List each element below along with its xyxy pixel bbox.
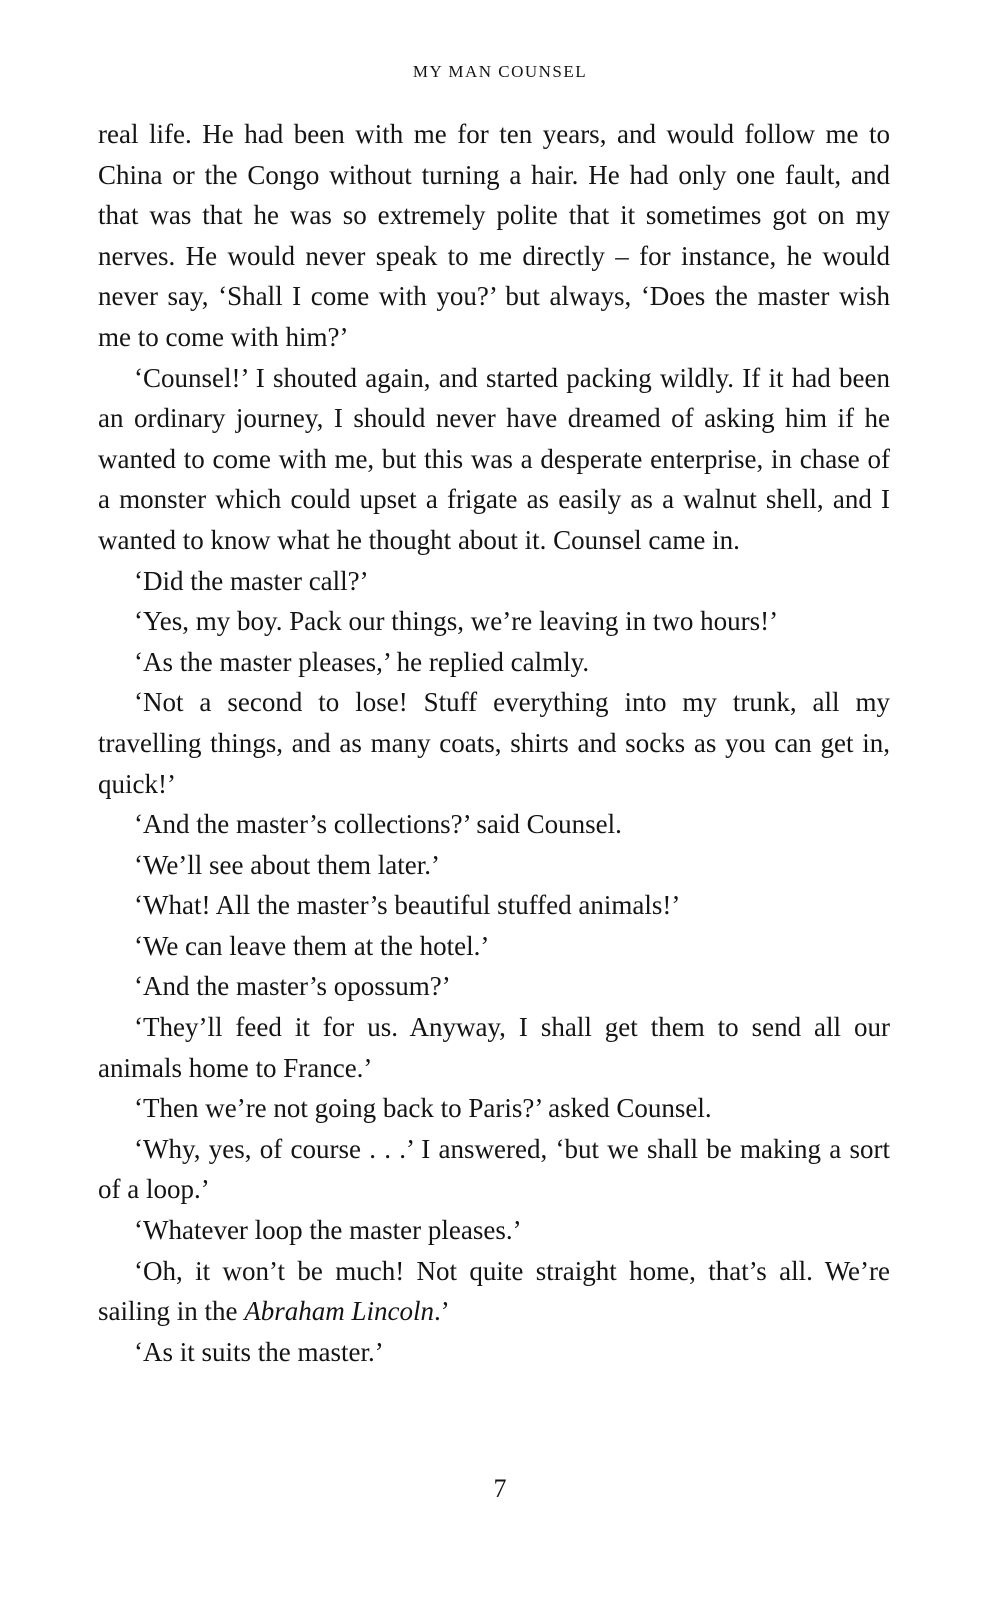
dialogue-line: ‘Why, yes, of course . . .’ I answered, ‘but we shall be making a sort of a loop.’ — [98, 1133, 890, 1205]
paragraph: ‘Counsel!’ I shouted again, and started packing wildly. If it had been an ordinary journey, I should never have dreamed of asking him if he wanted to come with me, but this was a desperate enterprise, in chase of a monster which could upset a frigate as easily as a walnut shell, and I wanted to know what he thought about it. Counsel came in. — [98, 362, 890, 555]
dialogue-line: ‘Not a second to lose! Stuff everything into my trunk, all my travelling things, and as many coats, shirts and socks as you can get in, quick!’ — [98, 687, 890, 799]
dialogue-line: ‘Did the master call?’ — [134, 565, 369, 596]
dialogue-line: ‘What! All the master’s beautiful stuffed animals!’ — [134, 890, 681, 921]
ship-line-end: .’ — [434, 1296, 450, 1327]
ship-line-text: ‘Oh, it won’t be much! Not quite straight home, that’s all. We’re sailing in the — [98, 1255, 890, 1327]
dialogue-line-ship — [98, 1251, 890, 1332]
paragraph-continued: real life. He had been with me for ten years, and would follow me to China or the Congo without turning a hair. He had only one fault, and that was that he was so extremely polite that it sometimes got on my nerves. He would never speak to me directly – for instance, he would never say, ‘Shall I come with you?’ but always, ‘Does the master wish me to come with him?’ — [98, 119, 890, 352]
dialogue-line: ‘And the master’s opossum?’ — [134, 971, 451, 1002]
dialogue-line: ‘Whatever loop the master pleases.’ — [134, 1215, 522, 1246]
body-text — [98, 114, 890, 1372]
page-number: 7 — [493, 1474, 507, 1503]
dialogue-line: ‘Then we’re not going back to Paris?’ asked Counsel. — [134, 1093, 712, 1124]
dialogue-line: ‘Yes, my boy. Pack our things, we’re leaving in two hours!’ — [134, 606, 779, 637]
dialogue-line: ‘And the master’s collections?’ said Counsel. — [134, 809, 622, 840]
dialogue-line: ‘We’ll see about them later.’ — [134, 849, 440, 880]
running-header: MY MAN COUNSEL — [412, 62, 588, 81]
ship-name: Abraham Lincoln — [244, 1296, 434, 1327]
dialogue-line: ‘As the master pleases,’ he replied calmly. — [134, 646, 590, 677]
dialogue-line: ‘As it suits the master.’ — [134, 1336, 384, 1367]
dialogue-line: ‘They’ll feed it for us. Anyway, I shall get them to send all our animals home to France.’ — [98, 1012, 890, 1083]
dialogue-line: ‘We can leave them at the hotel.’ — [134, 930, 490, 961]
